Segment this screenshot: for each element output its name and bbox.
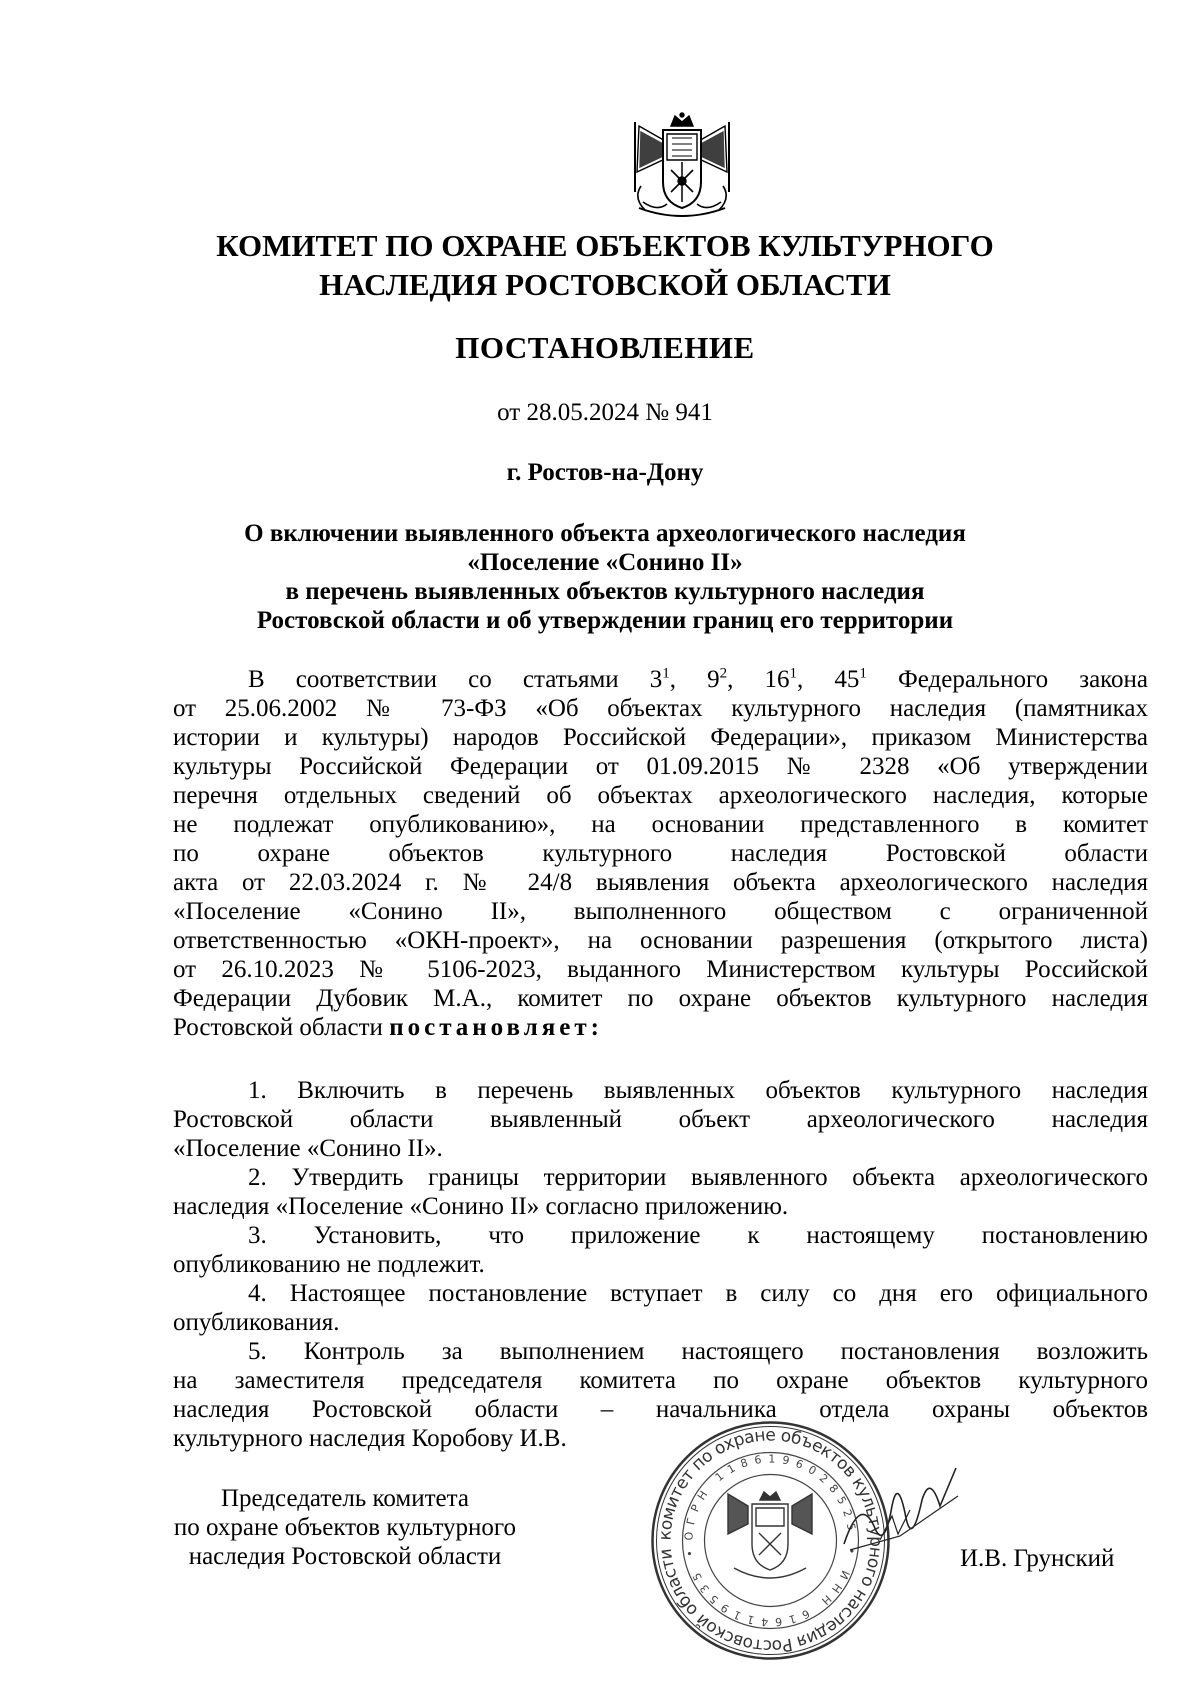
- subject-line-1: О включении выявленного объекта археологического наследия: [244, 520, 966, 547]
- superscript: 2: [719, 665, 728, 682]
- superscript: 1: [859, 665, 867, 682]
- text-fragment: Ростовской области: [173, 1014, 390, 1041]
- organization-title-line-2: НАСЛЕДИЯ РОСТОВСКОЙ ОБЛАСТИ: [319, 267, 891, 302]
- stamp-inner-text: ОГРН 1186196028525 • ИНН 6164119535 •: [682, 1452, 859, 1629]
- item-5-line: наследия Ростовской области – начальника отдела охраны объектов: [173, 1396, 1148, 1423]
- item-1-line: 1. Включить в перечень выявленных объектов культурного наследия: [248, 1077, 1148, 1104]
- preamble-line: по охране объектов культурного наследия Ростовской области: [173, 840, 1148, 867]
- preamble-line: перечня отдельных сведений об объектах археологического наследия, которые: [173, 782, 1148, 809]
- preamble-line: ответственностью «ОКН-проект», на основании разрешения (открытого листа): [173, 927, 1148, 954]
- text-fragment: , 9: [669, 666, 720, 693]
- preamble-line: «Поселение «Сонино II», выполненного обществом с ограниченной: [173, 898, 1148, 925]
- preamble-line: [173, 1013, 1148, 1042]
- preamble-line: культуры Российской Федерации от 01.09.2015 № 2328 «Об утверждении: [173, 753, 1148, 780]
- text-fragment: Федерального закона: [866, 666, 1149, 693]
- document-subject: [175, 519, 1035, 635]
- superscript: 1: [789, 665, 798, 682]
- document-city: г. Ростов-на-Дону: [506, 459, 704, 486]
- preamble-line: Федерации Дубовик М.А., комитет по охране объектов культурного наследия: [173, 985, 1148, 1012]
- position-line-3: наследия Ростовской области: [188, 1543, 502, 1570]
- superscript: 1: [662, 665, 670, 682]
- position-line-1: Председатель комитета: [221, 1485, 469, 1512]
- item-5-line: культурного наследия Коробову И.В.: [173, 1425, 567, 1452]
- document-type-heading: ПОСТАНОВЛЕНИЕ: [455, 330, 755, 365]
- item-4-line: опубликования.: [173, 1309, 340, 1336]
- item-2-line: 2. Утвердить границы территории выявленного объекта археологического: [248, 1164, 1148, 1191]
- resolution-items: [173, 1076, 1148, 1453]
- rostov-region-coat-of-arms-icon: [627, 112, 737, 224]
- signatory-name: И.В. Грунский: [960, 1545, 1115, 1572]
- subject-line-2: «Поселение «Сонино II»: [467, 549, 743, 576]
- item-4-line: 4. Настоящее постановление вступает в силу со дня его официального: [248, 1280, 1148, 1307]
- position-line-2: по охране объектов культурного: [173, 1514, 517, 1541]
- signatory-position: [120, 1484, 570, 1571]
- item-1-line: Ростовской области выявленный объект археологического наследия: [173, 1106, 1148, 1133]
- preamble-line: акта от 22.03.2024 г. № 24/8 выявления объекта археологического наследия: [173, 869, 1148, 896]
- organization-title: [175, 226, 1035, 304]
- text-fragment: В соответствии со статьями 3: [248, 666, 663, 693]
- item-3-line: опубликованию не подлежит.: [173, 1251, 485, 1278]
- organization-title-line-1: КОМИТЕТ ПО ОХРАНЕ ОБЪЕКТОВ КУЛЬТУРНОГО: [216, 228, 994, 263]
- text-fragment: , 45: [797, 666, 860, 693]
- preamble-line: от 25.06.2002 № 73-ФЗ «Об объектах культурного наследия (памятниках: [173, 695, 1148, 722]
- text-fragment: , 16: [727, 666, 790, 693]
- document-date-number: от 28.05.2024 № 941: [497, 399, 713, 426]
- item-1-line: «Поселение «Сонино II».: [173, 1135, 443, 1162]
- preamble-line: истории и культуры) народов Российской Федерации», приказом Министерства: [173, 724, 1148, 751]
- subject-line-4: Ростовской области и об утверждении границ его территории: [256, 607, 954, 634]
- item-3-line: 3. Установить, что приложение к настоящему постановлению: [248, 1222, 1148, 1249]
- preamble-line: [173, 665, 1148, 694]
- subject-line-3: в перечень выявленных объектов культурного наследия: [285, 578, 925, 605]
- preamble-paragraph: [173, 665, 1148, 1042]
- resolves-keyword: постановляет:: [389, 1014, 603, 1041]
- preamble-line: от 26.10.2023 № 5106-2023, выданного Министерством культуры Российской: [173, 956, 1148, 983]
- item-2-line: наследия «Поселение «Сонино II» согласно приложению.: [173, 1193, 789, 1220]
- stamp-outer-text: комитет по охране объектов культурного наследия Ростовской области: [655, 1425, 886, 1656]
- preamble-line: не подлежат опубликованию», на основании представленного в комитет: [173, 811, 1148, 838]
- handwritten-signature-icon: [840, 1466, 960, 1556]
- item-5-line: 5. Контроль за выполнением настоящего постановления возложить: [248, 1338, 1148, 1365]
- item-5-line: на заместителя председателя комитета по охране объектов культурного: [173, 1367, 1148, 1394]
